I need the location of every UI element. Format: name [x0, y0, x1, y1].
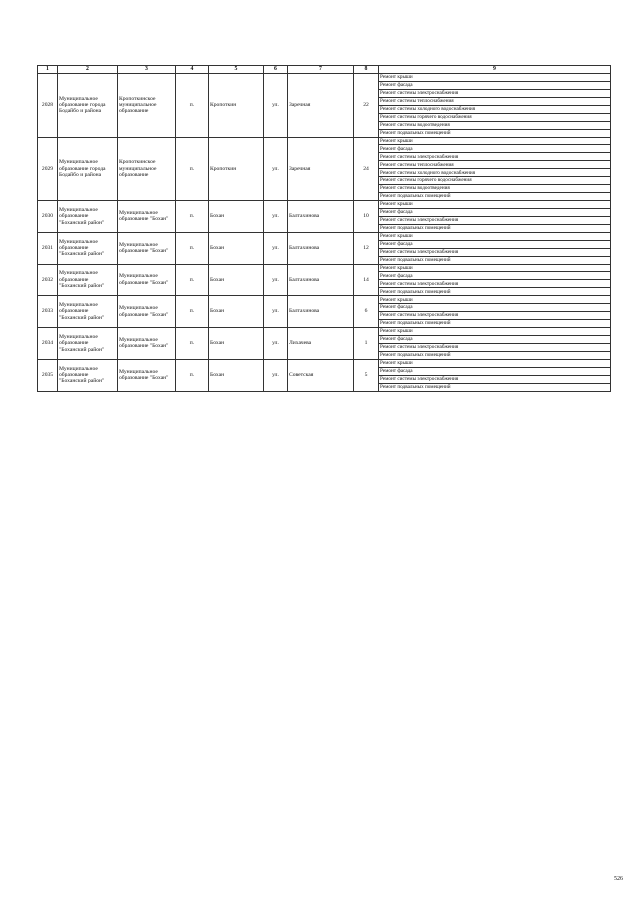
row-number-cell: 2035: [38, 359, 58, 391]
table-body: [38, 74, 611, 392]
house-number-cell: 6: [354, 296, 379, 328]
settlement-cell: Муниципальное образование "Бохан": [118, 201, 176, 233]
header-cell: 1: [38, 66, 58, 74]
street-type-cell: ул.: [264, 201, 288, 233]
locality-type-cell: п.: [176, 264, 209, 296]
repair-work-cell: Ремонт крыши: [379, 201, 611, 209]
repair-work-cell: Ремонт фасада: [379, 81, 611, 89]
header-cell: 8: [354, 66, 379, 74]
repair-work-cell: Ремонт системы холодного водоснабжения: [379, 169, 611, 177]
header-cell: 9: [379, 66, 611, 74]
table-row: [38, 264, 611, 272]
street-type-cell: ул.: [264, 232, 288, 264]
street-cell: Балтахинова: [288, 264, 354, 296]
repair-work-cell: Ремонт фасада: [379, 367, 611, 375]
house-number-cell: 24: [354, 137, 379, 201]
repair-work-cell: Ремонт фасада: [379, 272, 611, 280]
house-number-cell: 14: [354, 264, 379, 296]
municipality-cell: Муниципальное образование "Боханский район": [58, 201, 118, 233]
street-cell: Советская: [288, 359, 354, 391]
house-number-cell: 1: [354, 328, 379, 360]
municipality-cell: Муниципальное образование города Бодайбо и района: [58, 137, 118, 201]
locality-type-cell: п.: [176, 232, 209, 264]
locality-type-cell: п.: [176, 137, 209, 201]
locality-type-cell: п.: [176, 359, 209, 391]
locality-cell: Бохан: [209, 328, 264, 360]
street-cell: Заречная: [288, 137, 354, 201]
repair-work-cell: Ремонт подвальных помещений: [379, 288, 611, 296]
table-row: [38, 137, 611, 145]
repair-work-cell: Ремонт фасада: [379, 240, 611, 248]
repair-work-cell: Ремонт подвальных помещений: [379, 193, 611, 201]
municipality-cell: Муниципальное образование "Боханский район": [58, 328, 118, 360]
header-cell: 3: [118, 66, 176, 74]
municipality-cell: Муниципальное образование "Боханский район": [58, 359, 118, 391]
repair-work-cell: Ремонт системы электроснабжения: [379, 343, 611, 351]
locality-type-cell: п.: [176, 201, 209, 233]
header-cell: 4: [176, 66, 209, 74]
row-number-cell: 2031: [38, 232, 58, 264]
locality-cell: Бохан: [209, 232, 264, 264]
settlement-cell: Муниципальное образование "Бохан": [118, 359, 176, 391]
repair-work-cell: Ремонт системы водоотведения: [379, 121, 611, 129]
table-row: [38, 201, 611, 209]
row-number-cell: 2034: [38, 328, 58, 360]
street-type-cell: ул.: [264, 137, 288, 201]
repair-work-cell: Ремонт подвальных помещений: [379, 224, 611, 232]
repair-work-cell: Ремонт фасада: [379, 145, 611, 153]
locality-type-cell: п.: [176, 74, 209, 138]
repair-work-cell: Ремонт системы электроснабжения: [379, 89, 611, 97]
street-cell: Лихачева: [288, 328, 354, 360]
locality-cell: Кропоткин: [209, 137, 264, 201]
repair-work-cell: Ремонт подвальных помещений: [379, 351, 611, 359]
municipality-cell: Муниципальное образование города Бодайбо и района: [58, 74, 118, 138]
locality-cell: Бохан: [209, 264, 264, 296]
street-type-cell: ул.: [264, 74, 288, 138]
header-cell: 6: [264, 66, 288, 74]
table-row: [38, 359, 611, 367]
street-type-cell: ул.: [264, 359, 288, 391]
repair-work-cell: Ремонт системы электроснабжения: [379, 248, 611, 256]
municipality-cell: Муниципальное образование "Боханский район": [58, 264, 118, 296]
house-number-cell: 22: [354, 74, 379, 138]
settlement-cell: Муниципальное образование "Бохан": [118, 232, 176, 264]
repair-work-cell: Ремонт системы электроснабжения: [379, 280, 611, 288]
repair-work-cell: Ремонт системы электроснабжения: [379, 216, 611, 224]
repair-work-cell: Ремонт системы теплоснабжения: [379, 161, 611, 169]
repair-work-cell: Ремонт подвальных помещений: [379, 383, 611, 391]
row-number-cell: 2033: [38, 296, 58, 328]
repair-work-cell: Ремонт системы горячего водоснабжения: [379, 177, 611, 185]
repair-work-cell: Ремонт крыши: [379, 137, 611, 145]
repair-work-cell: Ремонт крыши: [379, 296, 611, 304]
locality-cell: Кропоткин: [209, 74, 264, 138]
house-number-cell: 10: [354, 201, 379, 233]
repair-work-cell: Ремонт крыши: [379, 264, 611, 272]
repair-work-cell: Ремонт системы электроснабжения: [379, 153, 611, 161]
header-cell: 5: [209, 66, 264, 74]
street-type-cell: ул.: [264, 264, 288, 296]
repair-work-cell: Ремонт системы горячего водоснабжения: [379, 113, 611, 121]
table-row: [38, 296, 611, 304]
repair-work-cell: Ремонт подвальных помещений: [379, 129, 611, 137]
street-cell: Заречная: [288, 74, 354, 138]
municipality-cell: Муниципальное образование "Боханский район": [58, 232, 118, 264]
header-cell: 2: [58, 66, 118, 74]
row-number-cell: 2028: [38, 74, 58, 138]
settlement-cell: Кропоткинское муниципальное образование: [118, 137, 176, 201]
locality-cell: Бохан: [209, 201, 264, 233]
repair-work-cell: Ремонт фасада: [379, 208, 611, 216]
repair-work-cell: Ремонт системы водоотведения: [379, 185, 611, 193]
table-row: [38, 74, 611, 82]
street-cell: Балтахинова: [288, 296, 354, 328]
document-sheet: [37, 65, 610, 392]
row-number-cell: 2032: [38, 264, 58, 296]
repair-program-table: [37, 65, 611, 392]
table-row: [38, 232, 611, 240]
repair-work-cell: Ремонт крыши: [379, 74, 611, 82]
repair-work-cell: Ремонт крыши: [379, 328, 611, 336]
municipality-cell: Муниципальное образование "Боханский район": [58, 296, 118, 328]
street-type-cell: ул.: [264, 328, 288, 360]
house-number-cell: 12: [354, 232, 379, 264]
row-number-cell: 2030: [38, 201, 58, 233]
settlement-cell: Муниципальное образование "Бохан": [118, 296, 176, 328]
row-number-cell: 2029: [38, 137, 58, 201]
repair-work-cell: Ремонт системы электроснабжения: [379, 375, 611, 383]
page-number: 526: [614, 876, 623, 882]
repair-work-cell: Ремонт подвальных помещений: [379, 256, 611, 264]
locality-cell: Бохан: [209, 359, 264, 391]
locality-type-cell: п.: [176, 296, 209, 328]
locality-cell: Бохан: [209, 296, 264, 328]
locality-type-cell: п.: [176, 328, 209, 360]
header-cell: 7: [288, 66, 354, 74]
house-number-cell: 5: [354, 359, 379, 391]
repair-work-cell: Ремонт системы теплоснабжения: [379, 97, 611, 105]
table-header-row: [38, 66, 611, 74]
table-row: [38, 328, 611, 336]
repair-work-cell: Ремонт фасада: [379, 335, 611, 343]
repair-work-cell: Ремонт фасада: [379, 304, 611, 312]
repair-work-cell: Ремонт системы холодного водоснабжения: [379, 105, 611, 113]
street-cell: Балтахинова: [288, 232, 354, 264]
street-type-cell: ул.: [264, 296, 288, 328]
repair-work-cell: Ремонт системы электроснабжения: [379, 312, 611, 320]
repair-work-cell: Ремонт подвальных помещений: [379, 320, 611, 328]
repair-work-cell: Ремонт крыши: [379, 359, 611, 367]
settlement-cell: Муниципальное образование "Бохан": [118, 264, 176, 296]
settlement-cell: Кропоткинское муниципальное образование: [118, 74, 176, 138]
settlement-cell: Муниципальное образование "Бохан": [118, 328, 176, 360]
street-cell: Балтахинова: [288, 201, 354, 233]
repair-work-cell: Ремонт крыши: [379, 232, 611, 240]
